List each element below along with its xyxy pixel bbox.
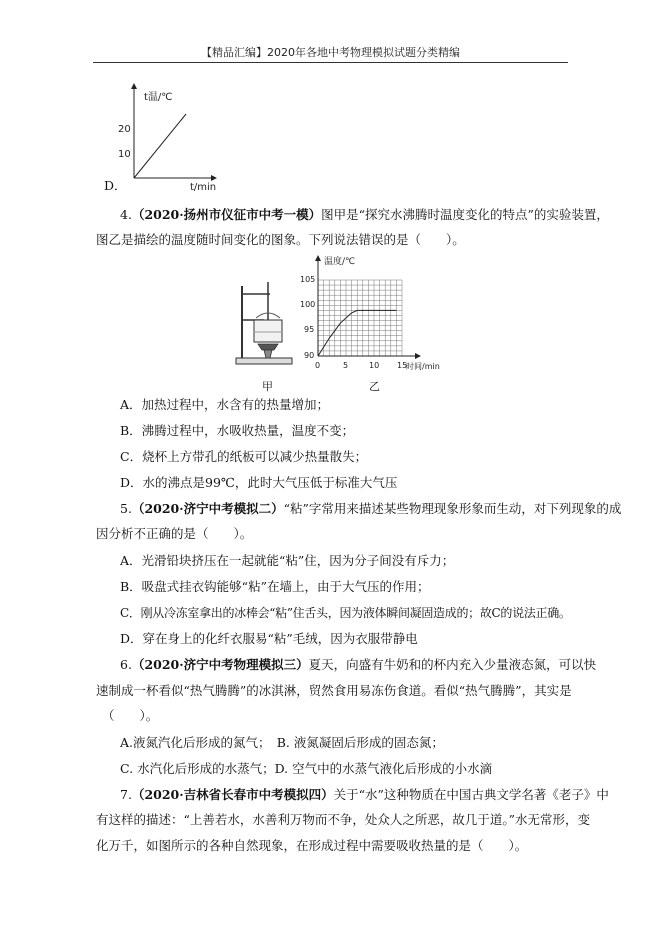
q6-number: 6. [120, 657, 132, 672]
stand-base [236, 358, 292, 364]
q5-option-a: A．光滑铅块挤压在一起就能“粘”住，因为分子间没有斥力； [120, 553, 455, 568]
q5-stem-2: 因分析不正确的是（ ）。 [96, 526, 253, 541]
q4-y-tick-95: 95 [304, 325, 315, 334]
q5-stem-1: “粘”字常用来描述某些物理现象形象而生动，对下列现象的成 [283, 501, 622, 516]
q4-y-tick-100: 100 [300, 300, 316, 309]
q7-stem-3: 化万千，如图所示的各种自然现象，在形成过程中需要吸收热量的是（ ）。 [96, 838, 528, 853]
graph-d-series-line [134, 114, 186, 178]
graph-d-y-tick-20: 20 [118, 124, 131, 135]
q6-options-ab: A.液氮汽化后形成的氮气； B. 液氮凝固后形成的固态氮； [120, 735, 444, 750]
q7-number: 7. [120, 787, 132, 802]
q6-stem-3: （ ）。 [102, 708, 159, 723]
q4-x-tick-15: 15 [397, 361, 408, 370]
q4-stem-2: 图乙是描绘的温度随时间变化的图象。下列说法错误的是（ ）。 [96, 232, 465, 247]
q5-option-b: B．吸盘式挂衣钩能够“粘”在墙上，由于大气压的作用； [120, 579, 430, 594]
q6-stem-1: 夏天，向盛有牛奶和的杯内充入少量液态氮，可以快 [308, 657, 597, 672]
alcohol-lamp [264, 350, 272, 358]
q4-option-a: A．加热过程中，水含有的热量增加； [120, 397, 330, 412]
q5-source: （2020·济宁中考模拟二） [131, 501, 284, 516]
q4-y-tick-90: 90 [304, 351, 315, 360]
q7-stem-2: 有这样的描述：“上善若水，水善利万物而不争，处众人之所恶，故几于道。”水无常形，变 [96, 812, 591, 827]
q6-line-1 [120, 657, 596, 673]
q4-y-tick-105: 105 [300, 275, 316, 284]
q4-x-tick-0: 0 [315, 361, 321, 370]
q4-chart-y-label: 温度/℃ [324, 257, 356, 267]
q5-option-c: C．刚从冷冻室拿出的冰棒会“粘”住舌头，因为液体瞬间凝固造成的；故C的说法正确。 [120, 606, 571, 620]
graph-d-y-label: t温/℃ [144, 92, 173, 103]
graph-d-x-label: t/min [190, 182, 217, 192]
q6-stem-2: 速制成一杯看似“热气腾腾”的冰淇淋，贸然食用易冻伤食道。看似“热气腾腾”，其实是 [96, 683, 572, 698]
q4-stem-1: 图甲是“探究水沸腾时温度变化的特点”的实验装置， [321, 207, 609, 222]
q6-source: （2020·济宁中考物理模拟三） [131, 657, 309, 672]
q5-number: 5. [120, 501, 132, 516]
q7-stem-1: 关于“水”这种物质在中国古典文学名著《老子》中 [333, 787, 609, 802]
q4-temperature-chart [296, 250, 456, 380]
header-rule [93, 62, 568, 63]
q4-x-tick-10: 10 [369, 361, 380, 370]
q7-source: （2020·吉林省长春市中考模拟四） [131, 787, 334, 802]
q4-fig-b-caption: 乙 [369, 380, 380, 393]
q7-line-1 [120, 787, 609, 803]
graph-d-y-tick-10: 10 [118, 149, 131, 160]
beaker [254, 320, 282, 342]
asbestos-net [258, 344, 278, 350]
q4-x-tick-5: 5 [343, 361, 349, 370]
page-header: 【精品汇编】2020年各地中考物理模拟试题分类精编 [201, 46, 460, 59]
q4-option-b: B．沸腾过程中，水吸收热量，温度不变； [120, 423, 355, 438]
q5-option-d: D．穿在身上的化纤衣服易“粘”毛绒，因为衣服带静电 [120, 631, 418, 646]
q4-chart-grid [318, 280, 402, 356]
q4-option-d: D．水的沸点是99℃，此时大气压低于标准大气压 [120, 475, 398, 490]
q5-line-1 [120, 501, 621, 517]
q4-apparatus-figure [230, 280, 298, 370]
q4-fig-a-caption: 甲 [262, 380, 273, 393]
q4-source: （2020·扬州市仪征市中考一模） [131, 207, 322, 222]
q6-options-cd: C. 水汽化后形成的水蒸气；D. 空气中的水蒸气液化后形成的小水滴 [120, 761, 493, 776]
q4-chart-x-label: 时间/min [406, 362, 440, 371]
option-d-label: D． [104, 178, 127, 193]
q4-line-1 [120, 207, 609, 223]
graph-d-figure [110, 80, 230, 192]
q4-number: 4. [120, 207, 132, 222]
q4-option-c: C．烧杯上方带孔的纸板可以减少热量散失； [120, 449, 368, 464]
